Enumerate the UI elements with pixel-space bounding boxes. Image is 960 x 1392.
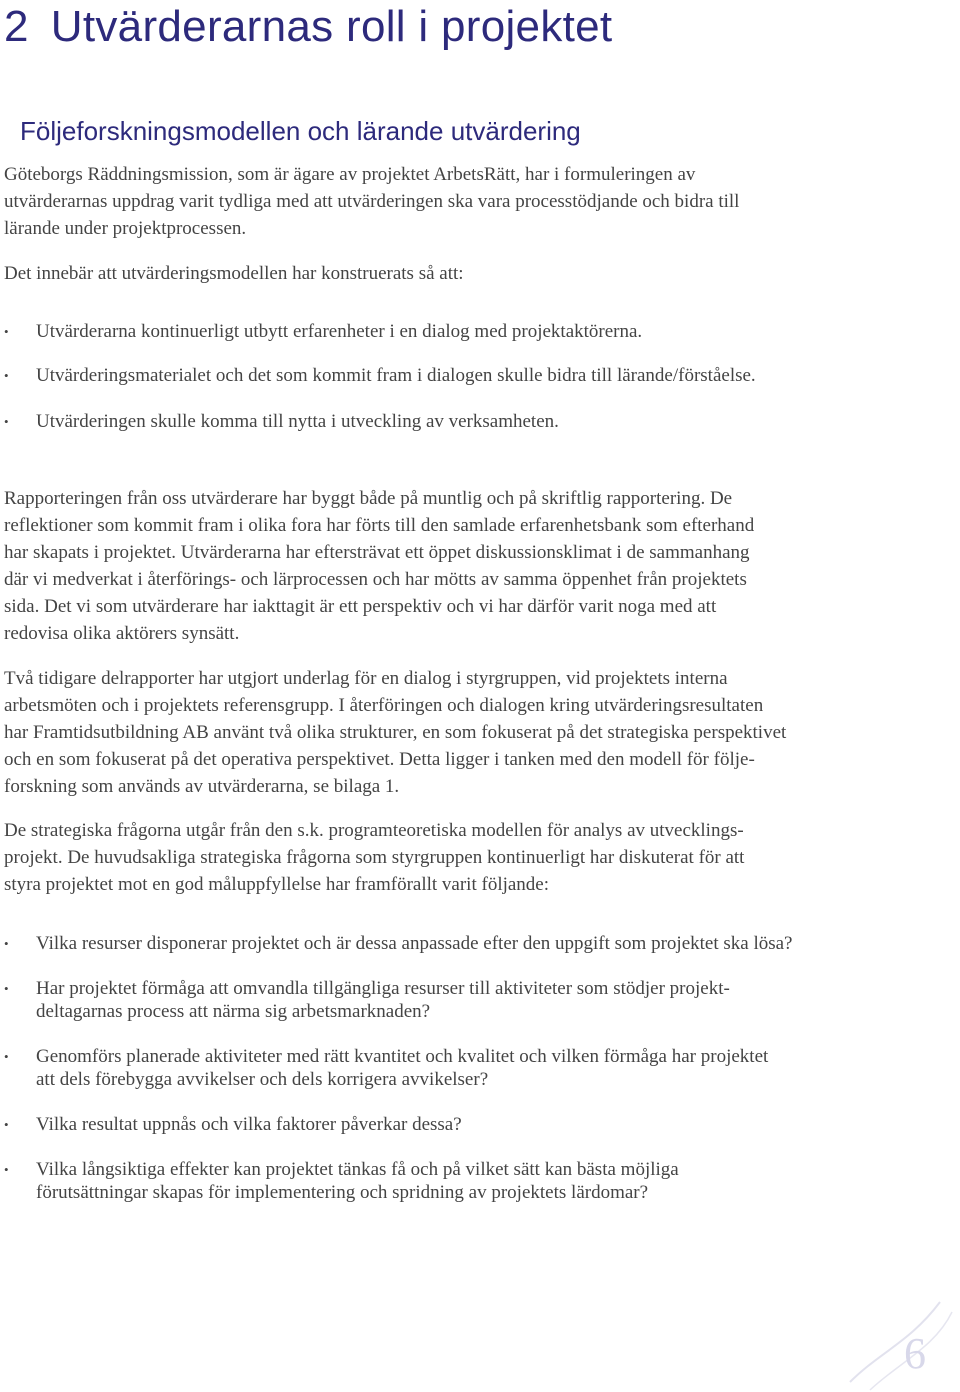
list-item: • Genomförs planerade aktiviteter med rätt kvantitet och kvalitet och vilken förmåga har projektet att dels förebygga avvikelser och dels korrigera avvikelser?: [4, 1046, 769, 1090]
list-item: • Utvärderarna kontinuerligt utbytt erfarenheter i en dialog med projektaktörerna.: [4, 321, 643, 342]
list-item: • Vilka långsiktiga effekter kan projektet tänkas få och på vilket sätt kan bästa möjliga förutsättningar skapas för implementering och spridning av projektets lärdomar?: [4, 1159, 679, 1203]
bullet-list-questions: [0, 932, 792, 1204]
list-item: • Utvärderingen skulle komma till nytta i utveckling av verksamheten.: [4, 411, 559, 432]
bullet-list-model: [0, 320, 756, 433]
chapter-number: 2: [4, 2, 29, 51]
page-swoosh-decoration: [840, 1282, 960, 1392]
paragraph-reporting: Rapporteringen från oss utvärderare har byggt både på muntlig och på skriftlig rapportering. De reflektioner som kommit fram i olika fora har förts till den samlade erfarenhetsbank som efterhand har skapats i projektet. Utvärderarna har eftersträvat ett öppet diskussionsklimat i de sammanhang där vi medverkat i återförings- och lärprocessen och har mötts av samma öppenhet från projektets sida. Det vi som utvärderare har iakttagit är ett perspektiv och vi har därför varit noga med att redovisa olika aktörers synsätt.: [4, 488, 755, 644]
paragraph-interim-reports: Två tidigare delrapporter har utgjort underlag för en dialog i styrgruppen, vid projektets interna arbetsmöten och i projektets referensgrupp. I återföringen och dialogen kring utvärderingsresultaten har Framtidsutbildning AB använt två olika strukturer, en som fokuserat på det strategiska perspektivet och en som fokuserat på det operativa perspektivet. Detta ligger i tanken med den modell för följe- forskning som används av utvärderarna, se bilaga 1.: [4, 668, 787, 797]
paragraph-intro: Göteborgs Räddningsmission, som är ägare av projektet ArbetsRätt, har i formuleringen av utvärderarnas uppdrag varit tydliga med att utvärderingen ska vara processtödjande och bidra till lärande under projektprocessen.: [4, 164, 740, 239]
list-item: • Utvärderingsmaterialet och det som kommit fram i dialogen skulle bidra till lärande/förståelse.: [4, 365, 756, 386]
bullet-icon: •: [4, 324, 9, 339]
list-item: • Vilka resultat uppnås och vilka faktorer påverkar dessa?: [4, 1114, 462, 1135]
list-item: • Vilka resurser disponerar projektet och är dessa anpassade efter den uppgift som projektet ska lösa?: [4, 933, 793, 954]
bullet-icon: •: [4, 1049, 9, 1064]
section-title: Följeforskningsmodellen och lärande utvärdering: [20, 116, 581, 146]
chapter-title: Utvärderarnas roll i projektet: [50, 2, 613, 51]
bullet-icon: •: [4, 368, 9, 383]
paragraph-model-intro: Det innebär att utvärderingsmodellen har konstruerats så att:: [4, 263, 464, 284]
bullet-icon: •: [4, 1117, 9, 1132]
bullet-icon: •: [4, 1162, 9, 1177]
bullet-icon: •: [4, 936, 9, 951]
chapter-heading: [4, 2, 612, 52]
list-item: • Har projektet förmåga att omvandla tillgängliga resurser till aktiviteter som stödjer projekt- deltagarnas process att närma sig arbetsmarknaden?: [4, 978, 730, 1022]
bullet-icon: •: [4, 414, 9, 429]
page-number: 6: [904, 1329, 926, 1378]
bullet-icon: •: [4, 981, 9, 996]
paragraph-strategic-questions: De strategiska frågorna utgår från den s.k. programteoretiska modellen för analys av utvecklings- projekt. De huvudsakliga strategiska frågorna som styrgruppen kontinuerligt har diskuterat för att styra projektet mot en god måluppfyllelse har framförallt varit följande:: [4, 820, 745, 895]
